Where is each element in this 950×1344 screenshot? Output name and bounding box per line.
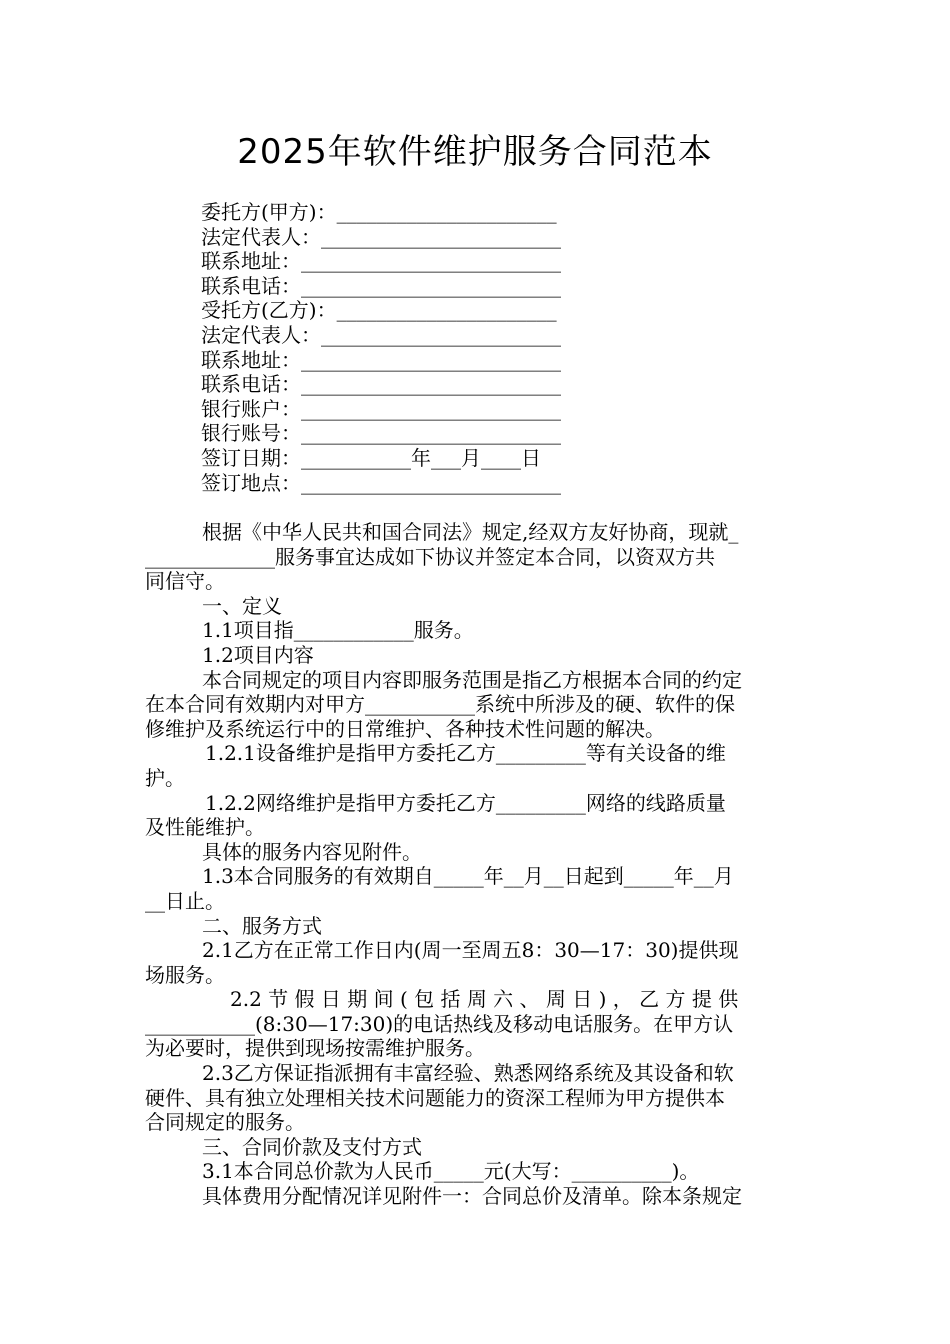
body-line: 2.1乙方在正常工作日内(周一至周五8：30—17：30)提供现: [202, 938, 739, 963]
field-client-phone: [201, 274, 621, 299]
contract-body: [145, 520, 807, 1209]
field-blank: ___________年___月____日: [301, 445, 541, 470]
field-sign-place: [201, 471, 621, 496]
body-line: ___________(8:30—17:30)的电话热线及移动电话服务。在甲方认: [145, 1011, 734, 1036]
page-title: 2025年软件维护服务合同范本: [237, 132, 713, 172]
body-line: 具体的服务内容见附件。: [202, 839, 422, 864]
field-client: [201, 200, 621, 225]
section-heading: 三、合同价款及支付方式: [202, 1134, 422, 1159]
body-line: 1.2.1设备维护是指甲方委托乙方_________等有关设备的维: [205, 741, 726, 766]
field-contractor-address: [201, 348, 621, 373]
body-line: 硬件、具有独立处理相关技术问题能力的资深工程师为甲方提供本: [145, 1085, 725, 1110]
field-blank: ________________________: [321, 322, 561, 347]
field-label: 联系电话：: [201, 372, 301, 397]
body-line: 1.3本合同服务的有效期自_____年__月__日起到_____年__月: [202, 864, 734, 889]
field-client-address: [201, 249, 621, 274]
body-line: 2.3乙方保证指派拥有丰富经验、熟悉网络系统及其设备和软: [202, 1061, 734, 1086]
field-label: 银行账户：: [201, 396, 301, 421]
field-sign-date: [201, 446, 621, 471]
body-line: 本合同规定的项目内容即服务范围是指乙方根据本合同的约定: [202, 667, 742, 692]
field-contractor-phone: [201, 372, 621, 397]
body-line: 同信守。: [145, 569, 225, 594]
body-line: 2.2 节 假 日 期 间 ( 包 括 周 六 、 周 日 ) ， 乙 方 提 供: [230, 987, 739, 1012]
field-contractor-representative: [201, 323, 621, 348]
body-line: 护。: [145, 765, 185, 790]
body-line: 3.1本合同总价款为人民币_____元(大写：__________)。: [202, 1159, 700, 1184]
body-line: 修维护及系统运行中的日常维护、各种技术性问题的解决。: [145, 716, 665, 741]
field-label: 银行账号：: [201, 421, 301, 446]
field-blank: __________________________: [301, 347, 561, 372]
field-blank: __________________________: [301, 372, 561, 397]
field-blank: __________________________: [301, 249, 561, 274]
field-label: 受托方(乙方)：: [201, 298, 337, 323]
field-client-representative: [201, 225, 621, 250]
body-line: 合同规定的服务。: [145, 1110, 305, 1135]
body-line: 1.2.2网络维护是指甲方委托乙方_________网络的线路质量: [205, 790, 726, 815]
field-contractor: [201, 298, 621, 323]
field-bank-number: [201, 421, 621, 446]
field-blank: ________________________: [321, 224, 561, 249]
body-line: 根据《中华人民共和国合同法》规定,经双方友好协商，现就_: [202, 520, 739, 544]
field-blank: __________________________: [301, 470, 561, 495]
section-heading: 二、服务方式: [202, 913, 322, 938]
body-line: 具体费用分配情况详见附件一：合同总价及清单。除本条规定: [202, 1184, 742, 1209]
field-label: 签订日期：: [201, 445, 301, 470]
field-blank: __________________________: [301, 396, 561, 421]
body-line: _____________服务事宜达成如下协议并签定本合同，以资双方共: [145, 544, 715, 569]
field-bank-account: [201, 397, 621, 422]
body-line: 场服务。: [145, 962, 225, 987]
party-info-fields: [201, 200, 621, 495]
body-line: 及性能维护。: [145, 815, 265, 840]
field-blank: ______________________: [336, 298, 557, 323]
body-line: 1.1项目指____________服务。: [202, 618, 474, 643]
section-heading: 一、定义: [202, 593, 282, 618]
field-label: 联系地址：: [201, 347, 301, 372]
field-label: 签订地点：: [201, 470, 301, 495]
field-blank: __________________________: [301, 421, 561, 446]
field-label: 委托方(甲方)：: [201, 200, 337, 224]
body-line: 为必要时，提供到现场按需维护服务。: [145, 1036, 485, 1061]
field-label: 法定代表人：: [201, 224, 321, 249]
field-blank: ______________________: [336, 200, 557, 224]
field-blank: __________________________: [301, 273, 561, 298]
body-line: 1.2项目内容: [202, 642, 314, 667]
field-label: 法定代表人：: [201, 322, 321, 347]
field-label: 联系电话：: [201, 273, 301, 298]
body-line: 在本合同有效期内对甲方___________系统中所涉及的硬、软件的保: [145, 692, 735, 717]
body-line: __日止。: [145, 888, 225, 913]
field-label: 联系地址：: [201, 249, 301, 274]
